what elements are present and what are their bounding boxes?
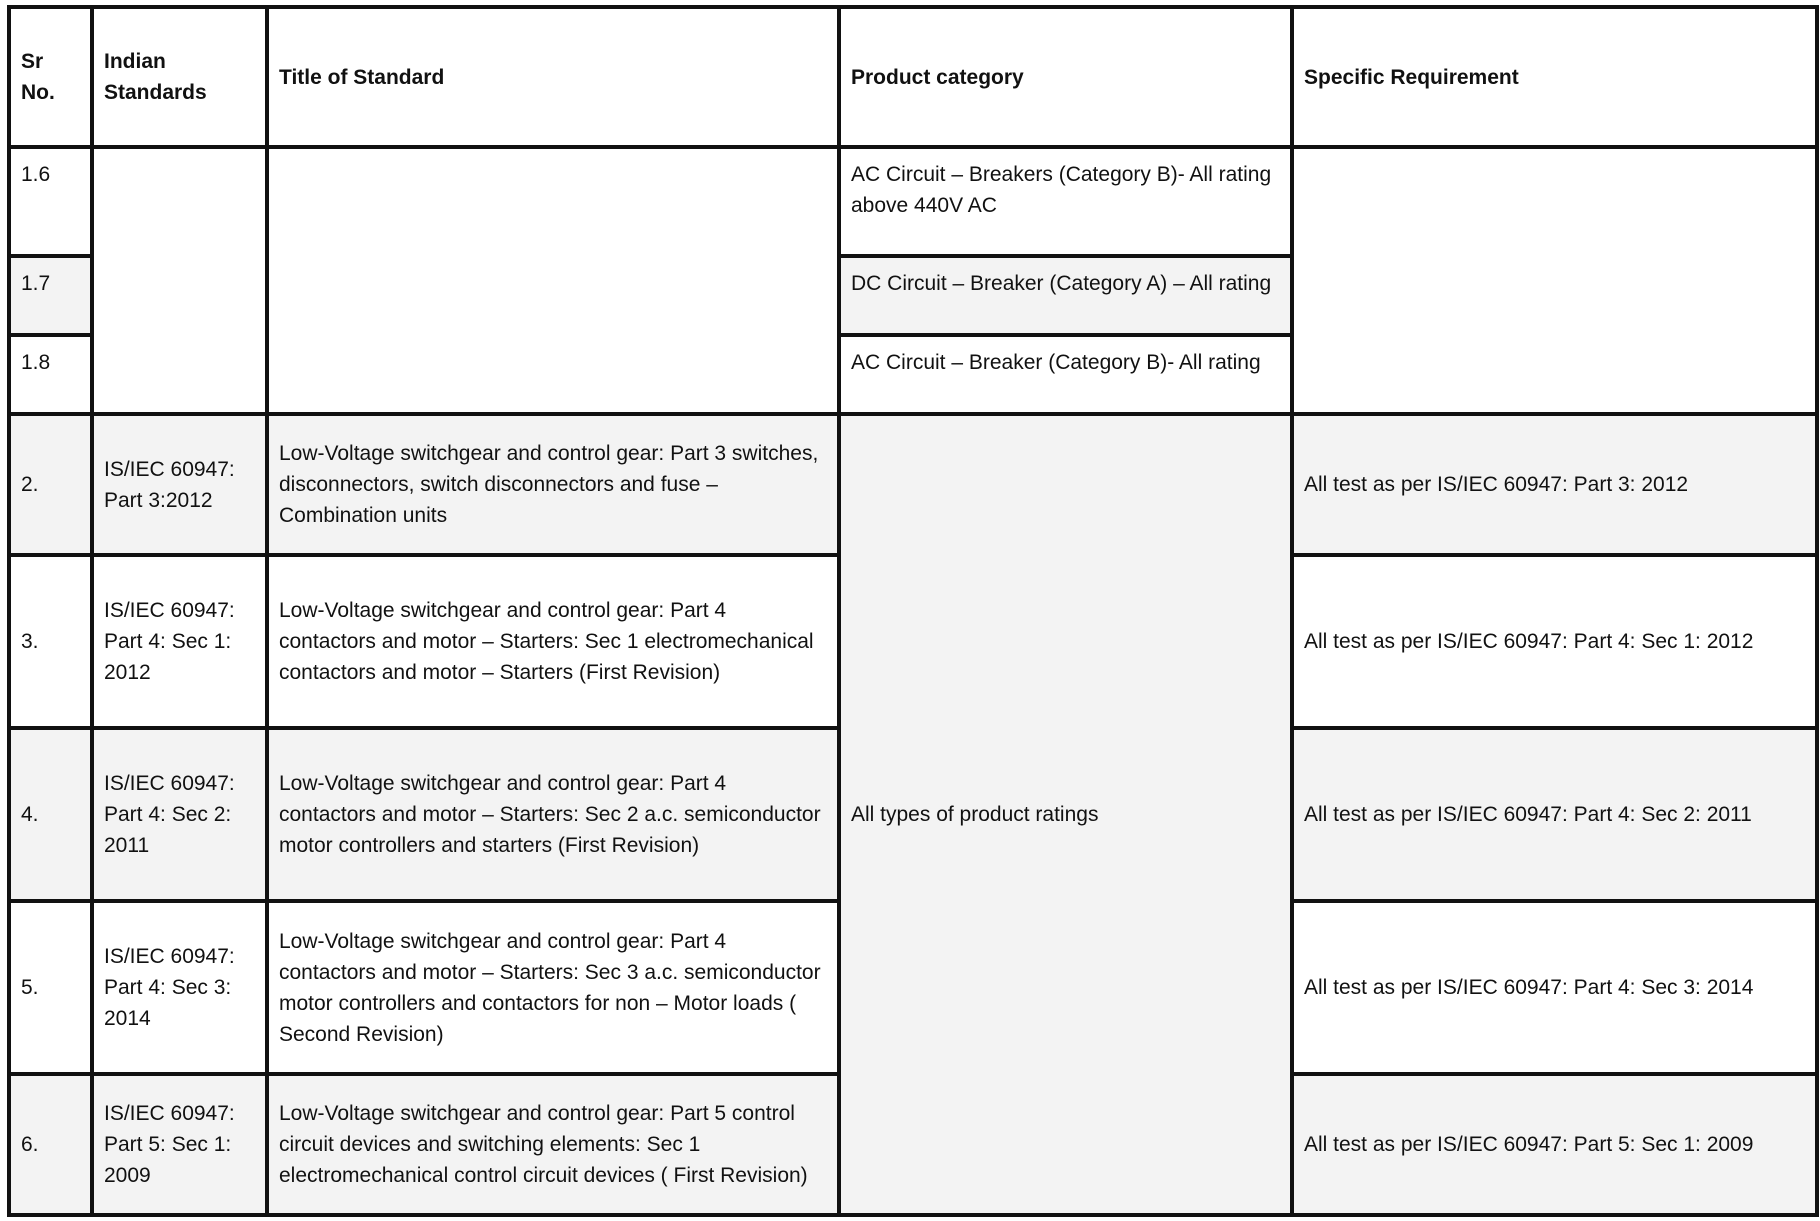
- requirement-cell: All test as per IS/IEC 60947: Part 5: Sec 1: 2009: [1292, 1074, 1817, 1215]
- title-cell: Low-Voltage switchgear and control gear: Part 4 contactors and motor – Starters: Sec 2 a.c. semiconductor motor controllers and starters (First Revision): [267, 728, 839, 901]
- standard-cell: IS/IEC 60947: Part 4: Sec 2: 2011: [92, 728, 267, 901]
- title-cell: Low-Voltage switchgear and control gear: Part 4 contactors and motor – Starters: Sec 3 a.c. semiconductor motor controllers and contactors for non – Motor loads ( Second Revision): [267, 901, 839, 1074]
- header-product-category: Product category: [839, 7, 1292, 147]
- standard-cell: IS/IEC 60947: Part 4: Sec 3: 2014: [92, 901, 267, 1074]
- header-specific-requirement: Specific Requirement: [1292, 7, 1817, 147]
- sr-no-cell: 1.8: [9, 335, 92, 414]
- category-cell: DC Circuit – Breaker (Category A) – All rating: [839, 256, 1292, 335]
- sr-no-cell: 4.: [9, 728, 92, 901]
- category-cell: AC Circuit – Breaker (Category B)- All rating: [839, 335, 1292, 414]
- sr-no-cell: 3.: [9, 555, 92, 728]
- header-sr-no: Sr No.: [9, 7, 92, 147]
- sr-no-cell: 5.: [9, 901, 92, 1074]
- sr-no-cell: 2.: [9, 414, 92, 555]
- table-row: [9, 414, 1817, 555]
- requirement-cell: All test as per IS/IEC 60947: Part 4: Sec 3: 2014: [1292, 901, 1817, 1074]
- title-cell: Low-Voltage switchgear and control gear: Part 3 switches, disconnectors, switch disconnectors and fuse – Combination units: [267, 414, 839, 555]
- category-cell: AC Circuit – Breakers (Category B)- All rating above 440V AC: [839, 147, 1292, 256]
- requirement-cell: All test as per IS/IEC 60947: Part 4: Sec 2: 2011: [1292, 728, 1817, 901]
- requirement-cell-empty: [1292, 147, 1817, 414]
- header-title: Title of Standard: [267, 7, 839, 147]
- requirement-cell: All test as per IS/IEC 60947: Part 4: Sec 1: 2012: [1292, 555, 1817, 728]
- title-cell: Low-Voltage switchgear and control gear: Part 4 contactors and motor – Starters: Sec 1 electromechanical contactors and motor – Starters (First Revision): [267, 555, 839, 728]
- standard-cell: IS/IEC 60947: Part 3:2012: [92, 414, 267, 555]
- sr-no-cell: 1.7: [9, 256, 92, 335]
- header-row: [9, 7, 1817, 147]
- requirement-cell: All test as per IS/IEC 60947: Part 3: 2012: [1292, 414, 1817, 555]
- standard-cell-empty: [92, 147, 267, 414]
- sr-no-cell: 6.: [9, 1074, 92, 1215]
- standard-cell: IS/IEC 60947: Part 5: Sec 1: 2009: [92, 1074, 267, 1215]
- standards-table: [7, 5, 1819, 1217]
- header-indian-standards: Indian Standards: [92, 7, 267, 147]
- title-cell-empty: [267, 147, 839, 414]
- standard-cell: IS/IEC 60947: Part 4: Sec 1: 2012: [92, 555, 267, 728]
- category-cell-merged: All types of product ratings: [839, 414, 1292, 1215]
- table-row: [9, 147, 1817, 256]
- sr-no-cell: 1.6: [9, 147, 92, 256]
- title-cell: Low-Voltage switchgear and control gear: Part 5 control circuit devices and switching elements: Sec 1 electromechanical control circuit devices ( First Revision): [267, 1074, 839, 1215]
